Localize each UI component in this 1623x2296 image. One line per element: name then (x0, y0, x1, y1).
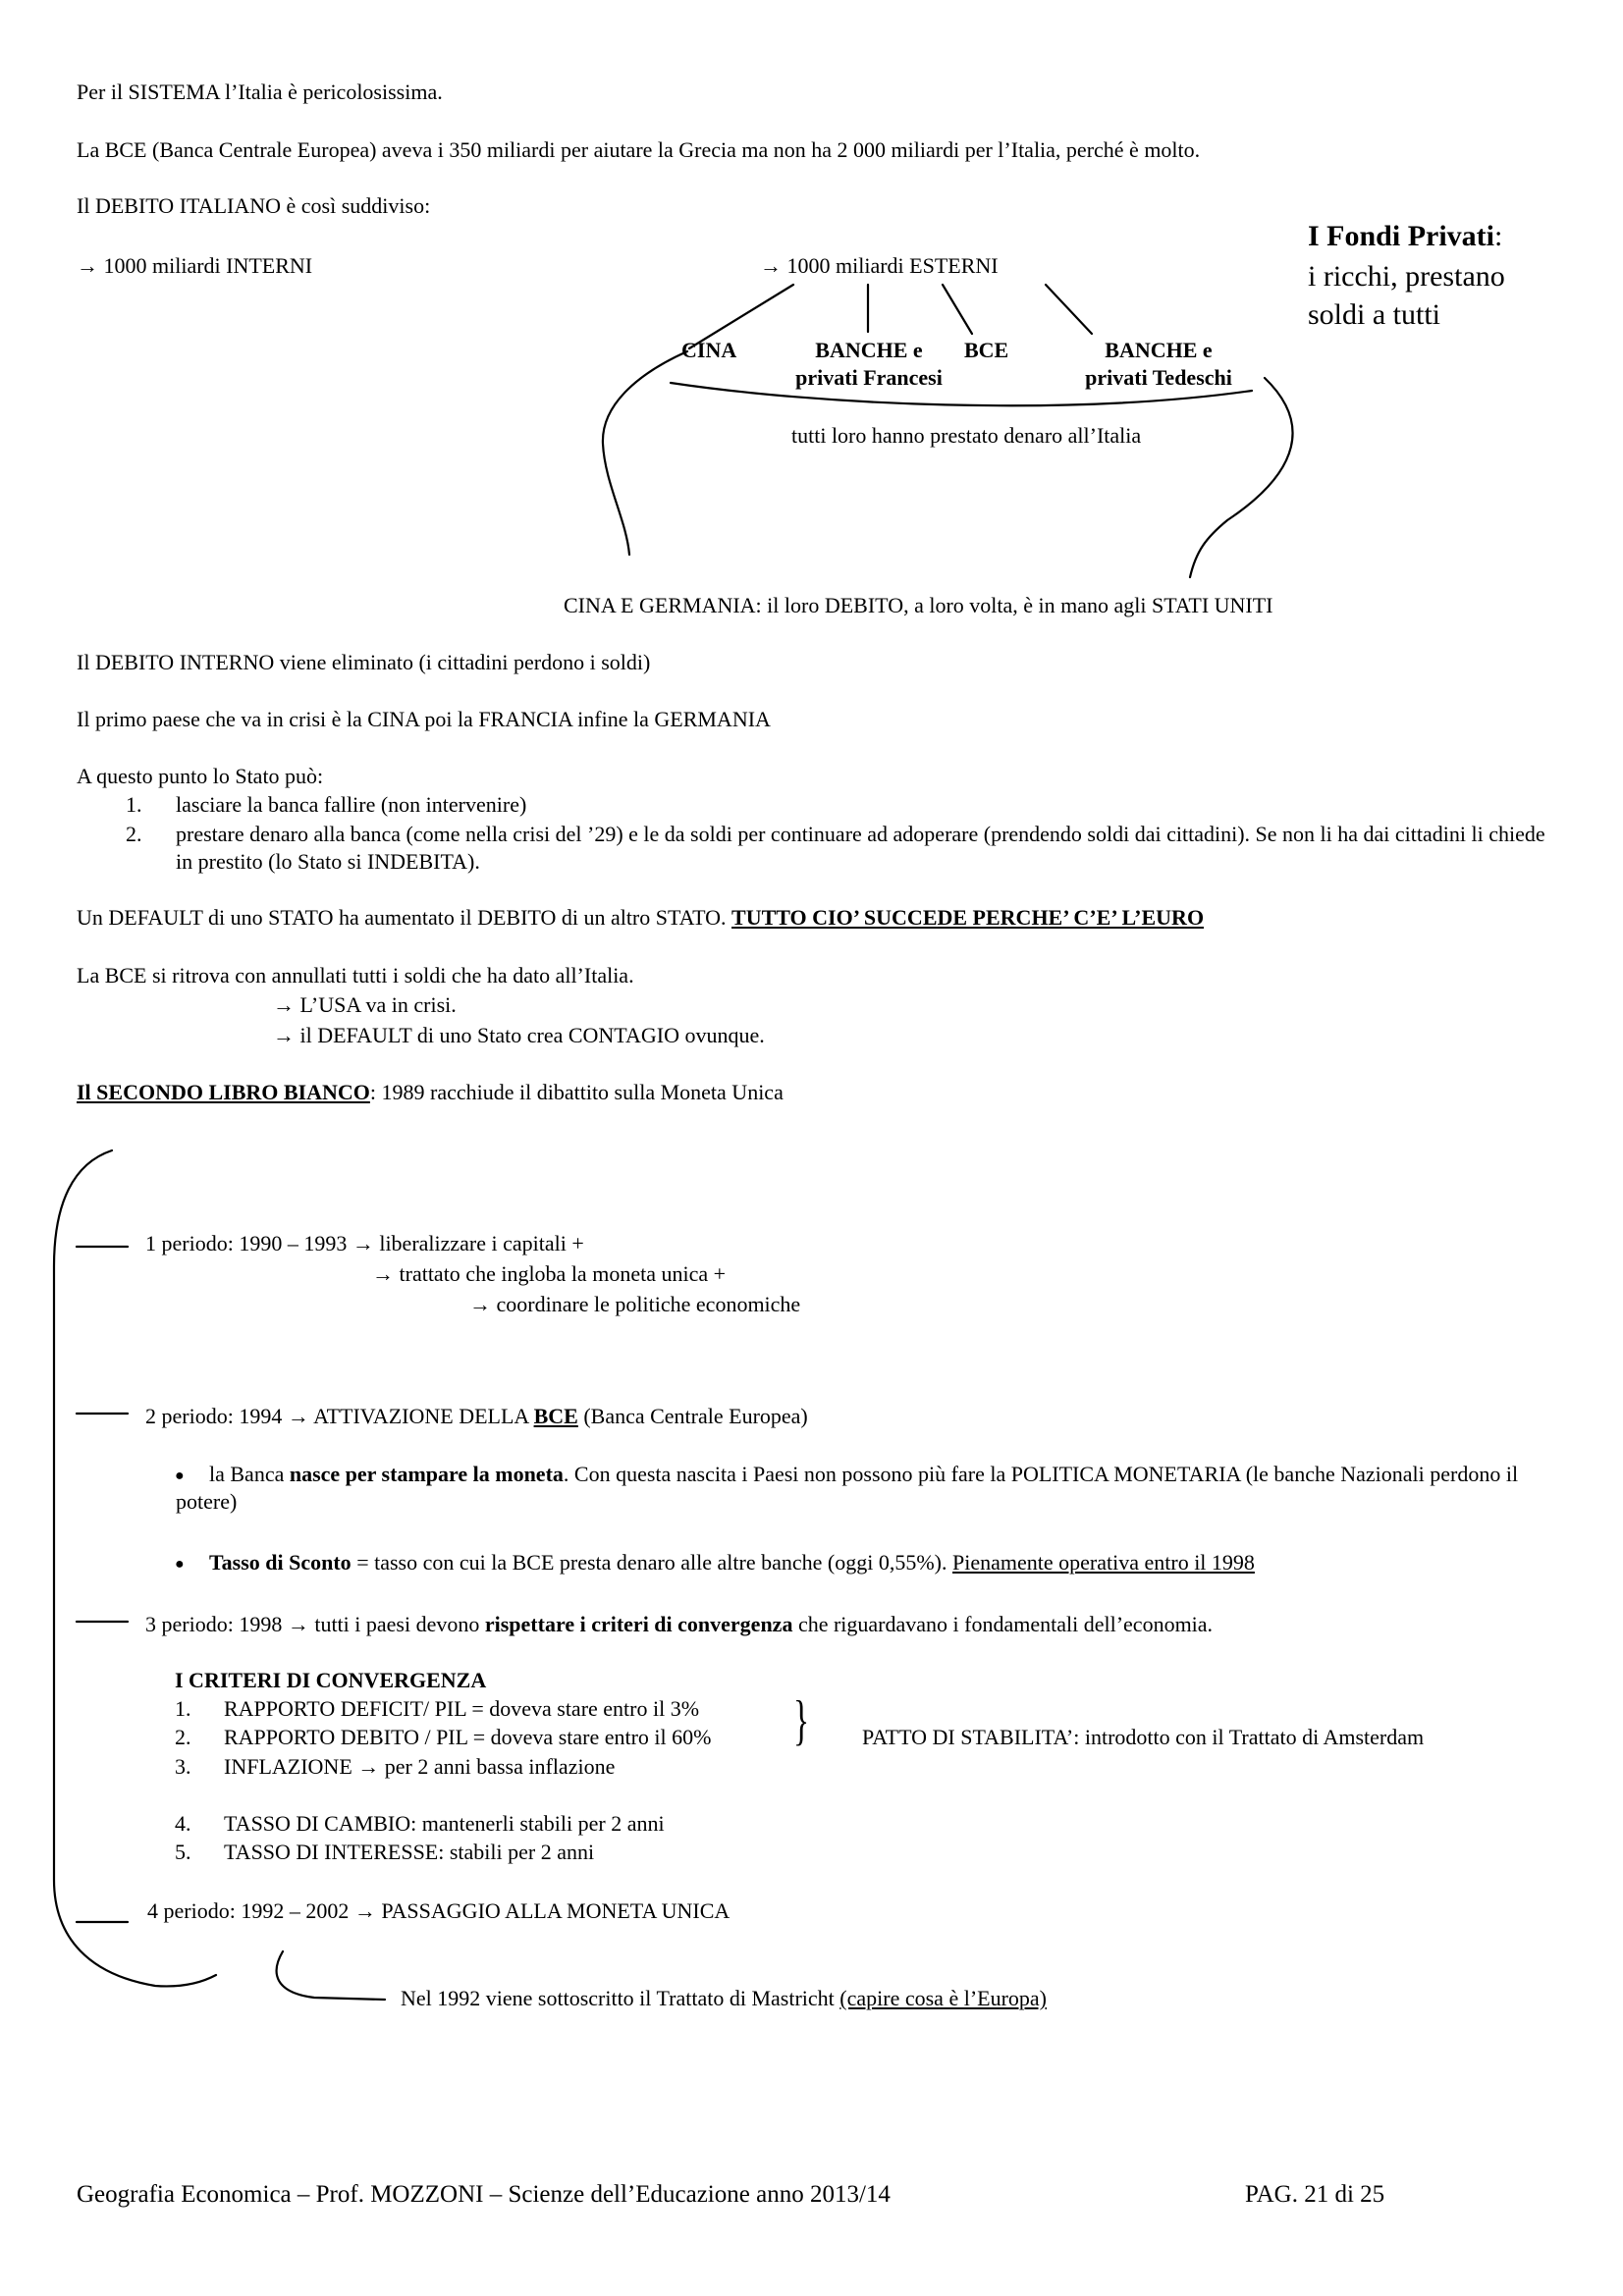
loop-right (1190, 378, 1293, 577)
node-banche-tedesche (1070, 337, 1247, 392)
esterni-label: 1000 miliardi ESTERNI (786, 253, 999, 278)
euro-text: TUTTO CIO’ SUCCEDE PERCHE’ C’E’ L’EURO (731, 905, 1205, 930)
fondi-privati-title (1308, 218, 1502, 255)
banche-de-line2: privati Tedeschi (1085, 365, 1232, 390)
criteri-brace: } (793, 1690, 810, 1751)
debito-esterni (760, 252, 999, 280)
bullet-icon: ● (175, 1556, 185, 1573)
criterio3-number: 3. (175, 1754, 191, 1779)
p1-c: coordinare le politiche economiche (496, 1292, 801, 1316)
contagio-line (273, 1022, 765, 1049)
banche-fr-line2: privati Francesi (795, 365, 943, 390)
cina-germania-label: CINA E GERMANIA: il loro DEBITO, a loro volta, è in mano agli STATI UNITI (564, 593, 1273, 617)
contagio-text: il DEFAULT di uno Stato crea CONTAGIO ovunque. (299, 1023, 765, 1047)
interni-label: 1000 miliardi INTERNI (103, 253, 313, 278)
arrow-icon: → (287, 1404, 309, 1428)
bullet2-text (209, 1549, 1255, 1576)
period-bracket (54, 1150, 216, 1986)
mastricht-line (401, 1985, 1047, 2012)
branch-banche-de (1046, 285, 1092, 334)
p2-bce: BCE (533, 1404, 578, 1428)
criterio1-number: 1. (175, 1696, 191, 1721)
capire-europa: (capire cosa è l’Europa) (839, 1986, 1048, 2010)
tutti-loro-label: tutti loro hanno prestato denaro all’Italia (791, 423, 1142, 448)
criteri-title: I CRITERI DI CONVERGENZA (175, 1668, 487, 1692)
line-debito-suddiviso: Il DEBITO ITALIANO è così suddiviso: (77, 193, 431, 218)
arrow-icon: → (287, 1612, 309, 1636)
opt2-number: 2. (126, 822, 142, 846)
libro-rest: : 1989 racchiude il dibattito sulla Moneta Unica (369, 1080, 784, 1104)
periodo3-line (145, 1611, 1213, 1638)
p3-mid: tutti i paesi devono (314, 1612, 480, 1636)
p4-pre: 4 periodo: 1992 – 2002 (147, 1898, 350, 1923)
fondi-title: I Fondi Privati (1308, 220, 1495, 252)
banche-de-line1: BANCHE e (1105, 338, 1213, 362)
criterio4-number: 4. (175, 1811, 191, 1836)
debito-interno-line: Il DEBITO INTERNO viene eliminato (i cittadini perdono i soldi) (77, 650, 651, 674)
bul1-pre: la Banca (209, 1462, 285, 1486)
usa-crisi-line (273, 991, 457, 1019)
bul1-post: . Con questa nascita i Paesi non possono più fare la POLITICA MONETARIA (le banche Nazionali perdono il potere) (176, 1462, 1519, 1514)
p2-pre: 2 periodo: 1994 (145, 1404, 283, 1428)
p1-label: 1 periodo: 1990 – 1993 (145, 1231, 348, 1255)
p3-post: che riguardavano i fondamentali dell’economia. (797, 1612, 1214, 1636)
arrow-icon: → (372, 1261, 394, 1286)
default-text: Un DEFAULT di uno STATO ha aumentato il DEBITO di un altro STATO. (77, 905, 727, 930)
periodo1-line (145, 1230, 584, 1257)
opt2-text: prestare denaro alla banca (come nella crisi del ’29) e le da soldi per continuare ad adoperare (prendendo soldi dai cittadini). Se non li ha dai cittadini li chiede in prestito (lo Stato si INDEBITA). (176, 822, 1545, 874)
arrow-icon: → (273, 1023, 295, 1047)
arrow-icon: → (357, 1754, 380, 1779)
usa-text: L’USA va in crisi. (299, 992, 457, 1017)
footer-page-number: PAG. 21 di 25 (1245, 2181, 1385, 2208)
p4-post: PASSAGGIO ALLA MONETA UNICA (381, 1898, 730, 1923)
bul2-bold: Tasso di Sconto (209, 1550, 352, 1575)
line-bce-grecia: La BCE (Banca Centrale Europea) aveva i 350 miliardi per aiutare la Grecia ma non ha 2 000 miliardi per l’Italia, perché è molto. (77, 137, 1201, 162)
patto-stabilita: PATTO DI STABILITA’: introdotto con il Trattato di Amsterdam (862, 1725, 1425, 1749)
arrow-icon: → (760, 253, 782, 278)
p2-post: (Banca Centrale Europea) (583, 1404, 808, 1428)
primo-paese-line: Il primo paese che va in crisi è la CINA poi la FRANCIA infine la GERMANIA (77, 707, 771, 731)
mastricht-text: Nel 1992 viene sottoscritto il Trattato di Mastricht (401, 1986, 835, 2010)
p1-a: liberalizzare i capitali + (379, 1231, 584, 1255)
criterio2-text: RAPPORTO DEBITO / PIL = doveva stare entro il 60% (224, 1725, 712, 1749)
arrow-icon: → (469, 1292, 491, 1316)
branch-bce (943, 285, 972, 334)
footer-left: Geografia Economica – Prof. MOZZONI – Scienze dell’Educazione anno 2013/14 (77, 2181, 891, 2208)
arrow-icon: → (77, 253, 98, 278)
arrow-icon: → (353, 1898, 376, 1923)
debito-interni (77, 252, 312, 280)
mastricht-curve (277, 1951, 385, 2000)
periodo1-b (372, 1260, 726, 1288)
libro-bianco-line (77, 1079, 784, 1106)
periodo4-line (147, 1897, 730, 1925)
bce-annullati-line: La BCE si ritrova con annullati tutti i soldi che ha dato all’Italia. (77, 963, 634, 988)
default-line (77, 904, 1204, 932)
p3-pre: 3 periodo: 1998 (145, 1612, 283, 1636)
criterio1-text: RAPPORTO DEFICIT/ PIL = doveva stare entro il 3% (224, 1696, 700, 1721)
periodo1-c (469, 1291, 800, 1318)
banche-fr-line1: BANCHE e (815, 338, 923, 362)
bul1-bold: nasce per stampare la moneta (289, 1462, 564, 1486)
fondi-colon: : (1494, 220, 1503, 252)
node-bce: BCE (964, 338, 1009, 362)
p1-b: trattato che ingloba la moneta unica + (399, 1261, 727, 1286)
criterio5-text: TASSO DI INTERESSE: stabili per 2 anni (224, 1840, 595, 1864)
c3-b: per 2 anni bassa inflazione (384, 1754, 616, 1779)
fondi-line2: soldi a tutti (1308, 298, 1440, 331)
stato-puo-line: A questo punto lo Stato può: (77, 764, 324, 788)
c3-a: INFLAZIONE (224, 1754, 352, 1779)
opt1-text: lasciare la banca fallire (non intervenire) (176, 792, 527, 817)
line-sistema: Per il SISTEMA l’Italia è pericolosissima. (77, 80, 443, 104)
periodo2-line (145, 1403, 808, 1430)
bul2-post: = tasso con cui la BCE presta denaro alle altre banche (oggi 0,55%). (356, 1550, 947, 1575)
criterio3-text (224, 1753, 615, 1781)
arrow-icon: → (273, 992, 295, 1017)
criterio4-text: TASSO DI CAMBIO: mantenerli stabili per 2 anni (224, 1811, 665, 1836)
node-banche-francesi (785, 337, 952, 392)
criterio2-number: 2. (175, 1725, 191, 1749)
libro-title: Il SECONDO LIBRO BIANCO (77, 1080, 370, 1104)
bul2-underline: Pienamente operativa entro il 1998 (952, 1550, 1255, 1575)
bullet-icon: ● (175, 1468, 185, 1484)
bullet1-text (176, 1461, 1550, 1516)
fondi-line1: i ricchi, prestano (1308, 260, 1505, 293)
node-cina: CINA (681, 338, 737, 362)
loop-left (603, 351, 687, 555)
p2-mid: ATTIVAZIONE DELLA (313, 1404, 529, 1428)
opt1-number: 1. (126, 792, 142, 817)
arrow-icon: → (352, 1231, 374, 1255)
criterio5-number: 5. (175, 1840, 191, 1864)
p3-bold: rispettare i criteri di convergenza (484, 1612, 793, 1636)
